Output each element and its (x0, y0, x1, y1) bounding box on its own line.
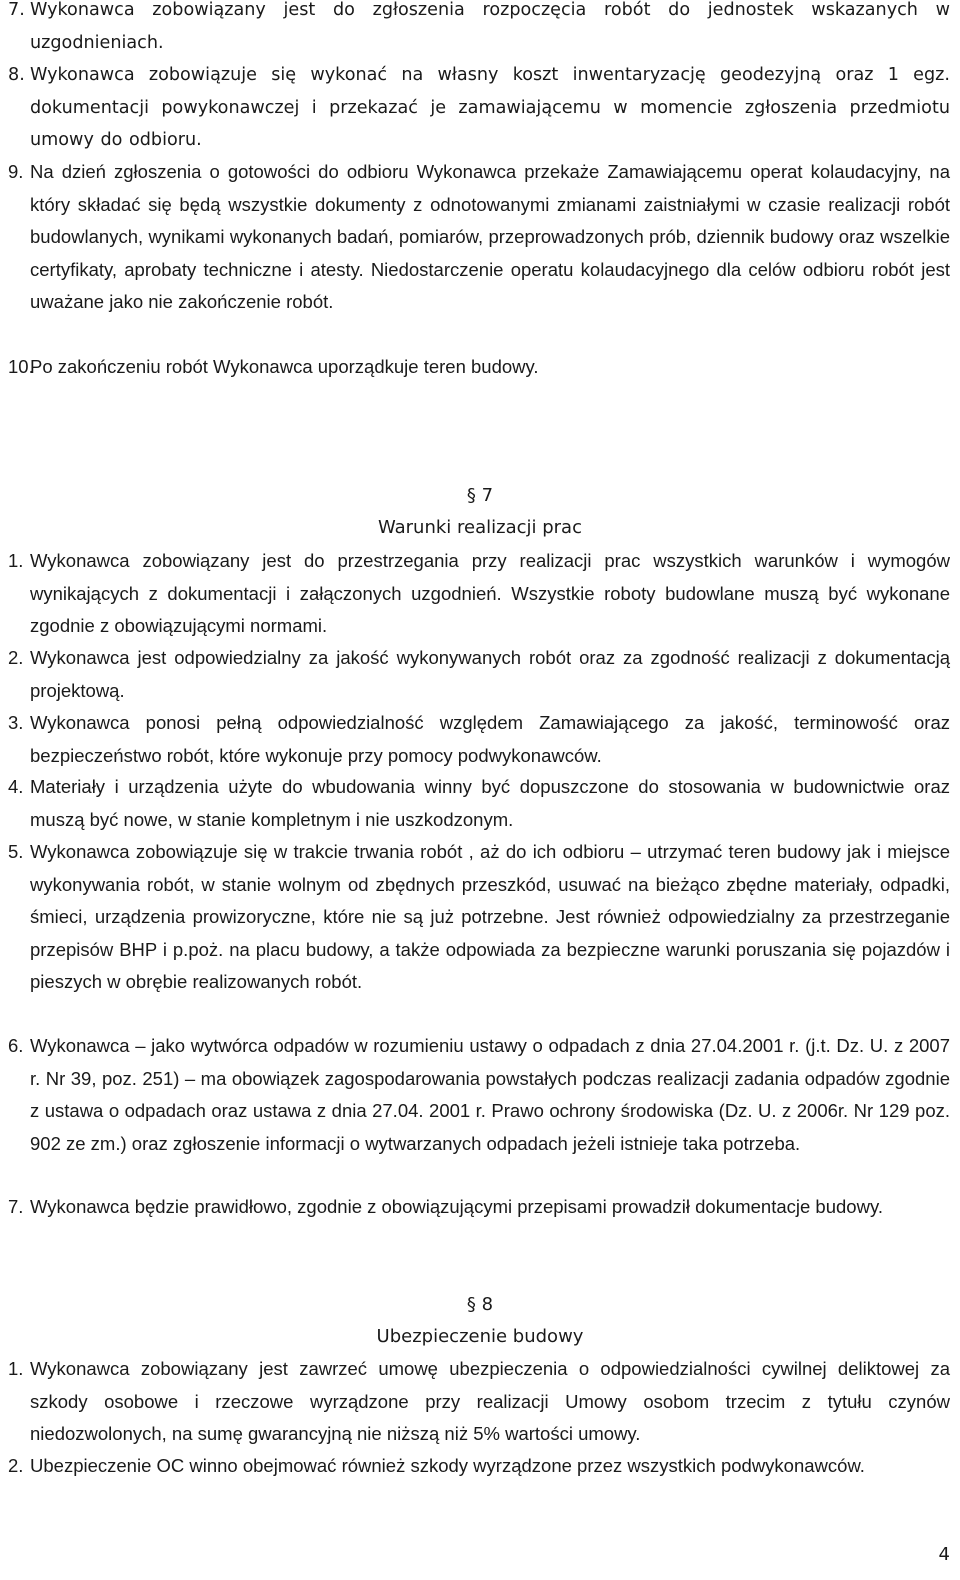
item-text: Wykonawca zobowiązuje się w trakcie trwania robót , aż do ich odbioru – utrzymać teren budowy jak i miejsce wykonywania robót, w stanie wolnym od zbędnych przeszkód, usuwać na bieżąco zbędne materiały, odpadki, śmieci, urządzenia prowizoryczne, które nie są już potrzebne. Jest również odpowiedzialny za przestrzeganie przepisów BHP i p.poż. na placu budowy, a także odpowiada za bezpieczne warunki poruszania się pojazdów i pieszych w obrębie realizowanych robót. (30, 841, 950, 992)
item-number: 2. (8, 647, 24, 668)
list-item (8, 545, 950, 643)
item-number: 9. (8, 161, 24, 182)
item-text: Ubezpieczenie OC winno obejmować również szkody wyrządzone przez wszystkich podwykonawców. (30, 1455, 865, 1476)
page-number: 4 (938, 1544, 950, 1565)
list-item (8, 1450, 950, 1483)
item-text: Wykonawca zobowiązany jest do przestrzegania przy realizacji prac wszystkich warunków i wymogów wynikających z dokumentacji i załączonych uzgodnień. Wszystkie roboty budowlane muszą być wykonane zgodnie z obowiązującymi normami. (30, 550, 950, 636)
item-number: 1. (8, 550, 24, 571)
list-item (8, 1030, 950, 1160)
item-number: 5. (8, 841, 24, 862)
list-item (8, 707, 950, 772)
item-number: 7. (8, 0, 25, 20)
list-item (8, 351, 950, 384)
item-number: 4. (8, 776, 24, 797)
item-text: Wykonawca – jako wytwórca odpadów w rozumieniu ustawy o odpadach z dnia 27.04.2001 r. (j.t. Dz. U. z 2007 r. Nr 39, poz. 251) – ma obowiązek zagospodarowania powstałych podczas realizacji zadania odpadów zgodnie z ustawa o odpadach oraz ustawa z dnia 27.04. 2001 r. Prawo ochrony środowiska (Dz. U. z 2006r. Nr 129 poz. 902 ze zm.) oraz zgłoszenie informacji o wytwarzanych odpadach jeżeli istnieje taka potrzeba. (30, 1035, 950, 1154)
list-item (8, 771, 950, 836)
item-number: 2. (8, 1455, 24, 1476)
section-title: Ubezpieczenie budowy (376, 1326, 584, 1347)
item-text: Wykonawca zobowiązany jest do zgłoszenia rozpoczęcia robót do jednostek wskazanych w uzgodnieniach. (30, 0, 950, 53)
section-number: § 8 (466, 1294, 494, 1315)
list-item (8, 642, 950, 707)
item-number: 8. (8, 65, 25, 85)
item-text: Materiały i urządzenia użyte do wbudowania winny być dopuszczone do stosowania w budownictwie oraz muszą być nowe, w stanie kompletnym i nie uszkodzonym. (30, 776, 950, 830)
item-number: 6. (8, 1035, 24, 1056)
item-text: Po zakończeniu robót Wykonawca uporządkuje teren budowy. (30, 356, 539, 377)
item-text: Wykonawca jest odpowiedzialny za jakość wykonywanych robót oraz za zgodność realizacji z dokumentacją projektową. (30, 647, 950, 701)
list-item (8, 836, 950, 999)
list-item (8, 1353, 950, 1451)
list-item (8, 59, 950, 157)
item-text: Wykonawca ponosi pełną odpowiedzialność względem Zamawiającego za jakość, terminowość oraz bezpieczeństwo robót, które wykonuje przy pomocy podwykonawców. (30, 712, 950, 766)
item-text: Wykonawca zobowiązuje się wykonać na własny koszt inwentaryzację geodezyjną oraz 1 egz. dokumentacji powykonawczej i przekazać je zamawiającemu w momencie zgłoszenia przedmiotu umowy do odbioru. (30, 65, 950, 150)
item-text: Wykonawca będzie prawidłowo, zgodnie z obowiązującymi przepisami prowadził dokumentacje budowy. (30, 1196, 883, 1217)
list-item (8, 156, 950, 319)
list-item (8, 1191, 950, 1224)
item-text: Na dzień zgłoszenia o gotowości do odbioru Wykonawca przekaże Zamawiającemu operat kolaudacyjny, na który składać się będą wszystkie dokumenty z odnotowanymi zmianami zaistniałymi w czasie realizacji robót budowlanych, wynikami wykonanych badań, pomiarów, przeprowadzonych prób, dziennik budowy oraz wszelkie certyfikaty, aprobaty techniczne i atesty. Niedostarczenie operatu kolaudacyjnego dla celów odbioru robót jest uważane jako nie zakończenie robót. (30, 161, 950, 312)
item-number: 10. (8, 356, 34, 377)
list-item (8, 0, 950, 59)
item-text: Wykonawca zobowiązany jest zawrzeć umowę ubezpieczenia o odpowiedzialności cywilnej deliktowej za szkody osobowe i rzeczowe wyrządzone przy realizacji Umowy osobom trzecim z tytułu czynów niedozwolonych, na sumę gwarancyjną nie niższą niż 5% wartości umowy. (30, 1358, 950, 1444)
item-number: 3. (8, 712, 24, 733)
section-number: § 7 (466, 485, 494, 506)
section-title: Warunki realizacji prac (377, 517, 582, 538)
item-number: 1. (8, 1358, 24, 1379)
item-number: 7. (8, 1196, 24, 1217)
